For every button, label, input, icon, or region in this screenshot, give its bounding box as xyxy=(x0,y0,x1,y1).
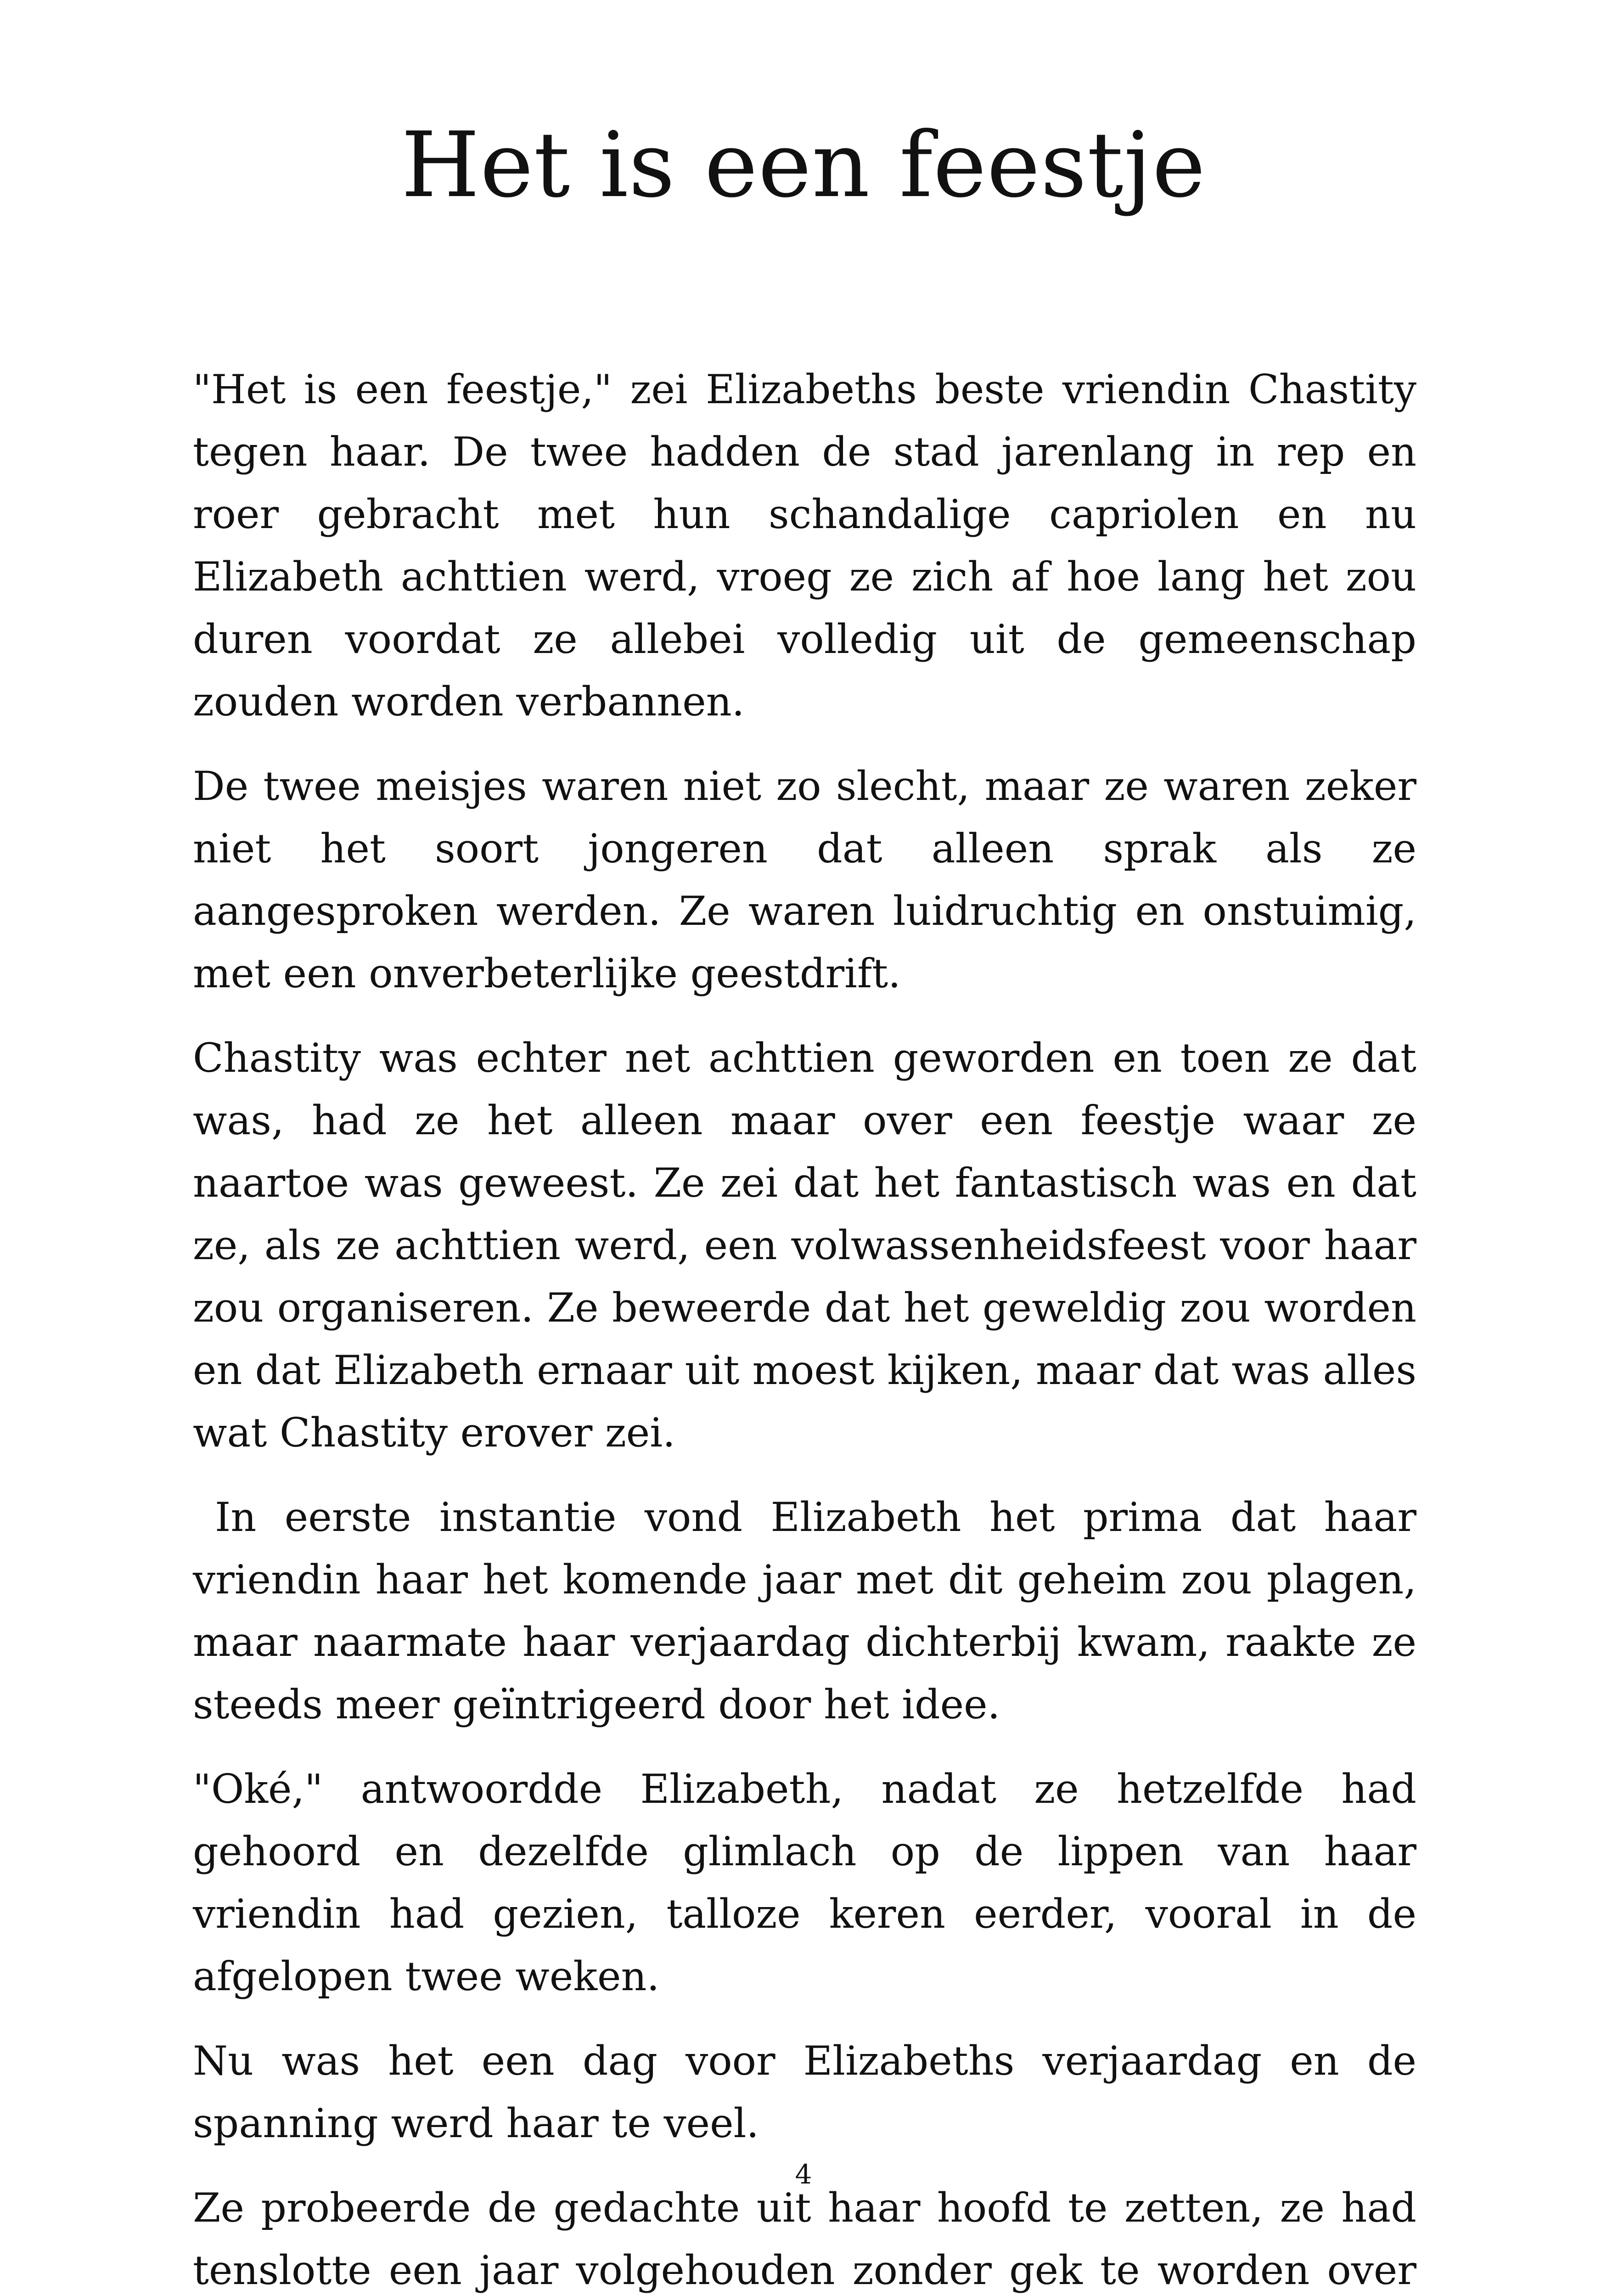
paragraph: Chastity was echter net achttien geworden en toen ze dat was, had ze het alleen maar over een feestje waar ze naartoe was geweest. Ze zei dat het fantastisch was en dat ze, als ze achttien werd, een volwassenheidsfeest voor haar zou organiseren. Ze beweerde dat het geweldig zou worden en dat Elizabeth ernaar uit moest kijken, maar dat was alles wat Chastity erover zei. xyxy=(193,1035,1416,1456)
chapter-title: Het is een feestje xyxy=(401,113,1206,218)
paragraph: "Oké," antwoordde Elizabeth, nadat ze hetzelfde had gehoord en dezelfde glimlach op de lippen van haar vriendin had gezien, talloze keren eerder, vooral in de afgelopen twee weken. xyxy=(193,1766,1416,2000)
paragraph: In eerste instantie vond Elizabeth het prima dat haar vriendin haar het komende jaar met dit geheim zou plagen, maar naarmate haar verjaardag dichterbij kwam, raakte ze steeds meer geïntrigeerd door het idee. xyxy=(193,1494,1416,1728)
chapter-body xyxy=(193,358,1416,2296)
paragraph: Nu was het een dag voor Elizabeths verjaardag en de spanning werd haar te veel. xyxy=(193,2037,1416,2147)
paragraph: "Het is een feestje," zei Elizabeths beste vriendin Chastity tegen haar. De twee hadden de stad jarenlang in rep en roer gebracht met hun schandalige capriolen en nu Elizabeth achttien werd, vroeg ze zich af hoe lang het zou duren voordat ze allebei volledig uit de gemeenschap zouden worden verbannen. xyxy=(193,366,1416,725)
paragraph: Ze probeerde de gedachte uit haar hoofd te zetten, ze had tenslotte een jaar volgehouden zonder gek te worden over xyxy=(193,2184,1416,2294)
page-number: 4 xyxy=(795,2159,812,2190)
paragraph: De twee meisjes waren niet zo slecht, maar ze waren zeker niet het soort jongeren dat alleen sprak als ze aangesproken werden. Ze waren luidruchtig en onstuimig, met een onverbeterlijke geestdrift. xyxy=(193,763,1416,997)
